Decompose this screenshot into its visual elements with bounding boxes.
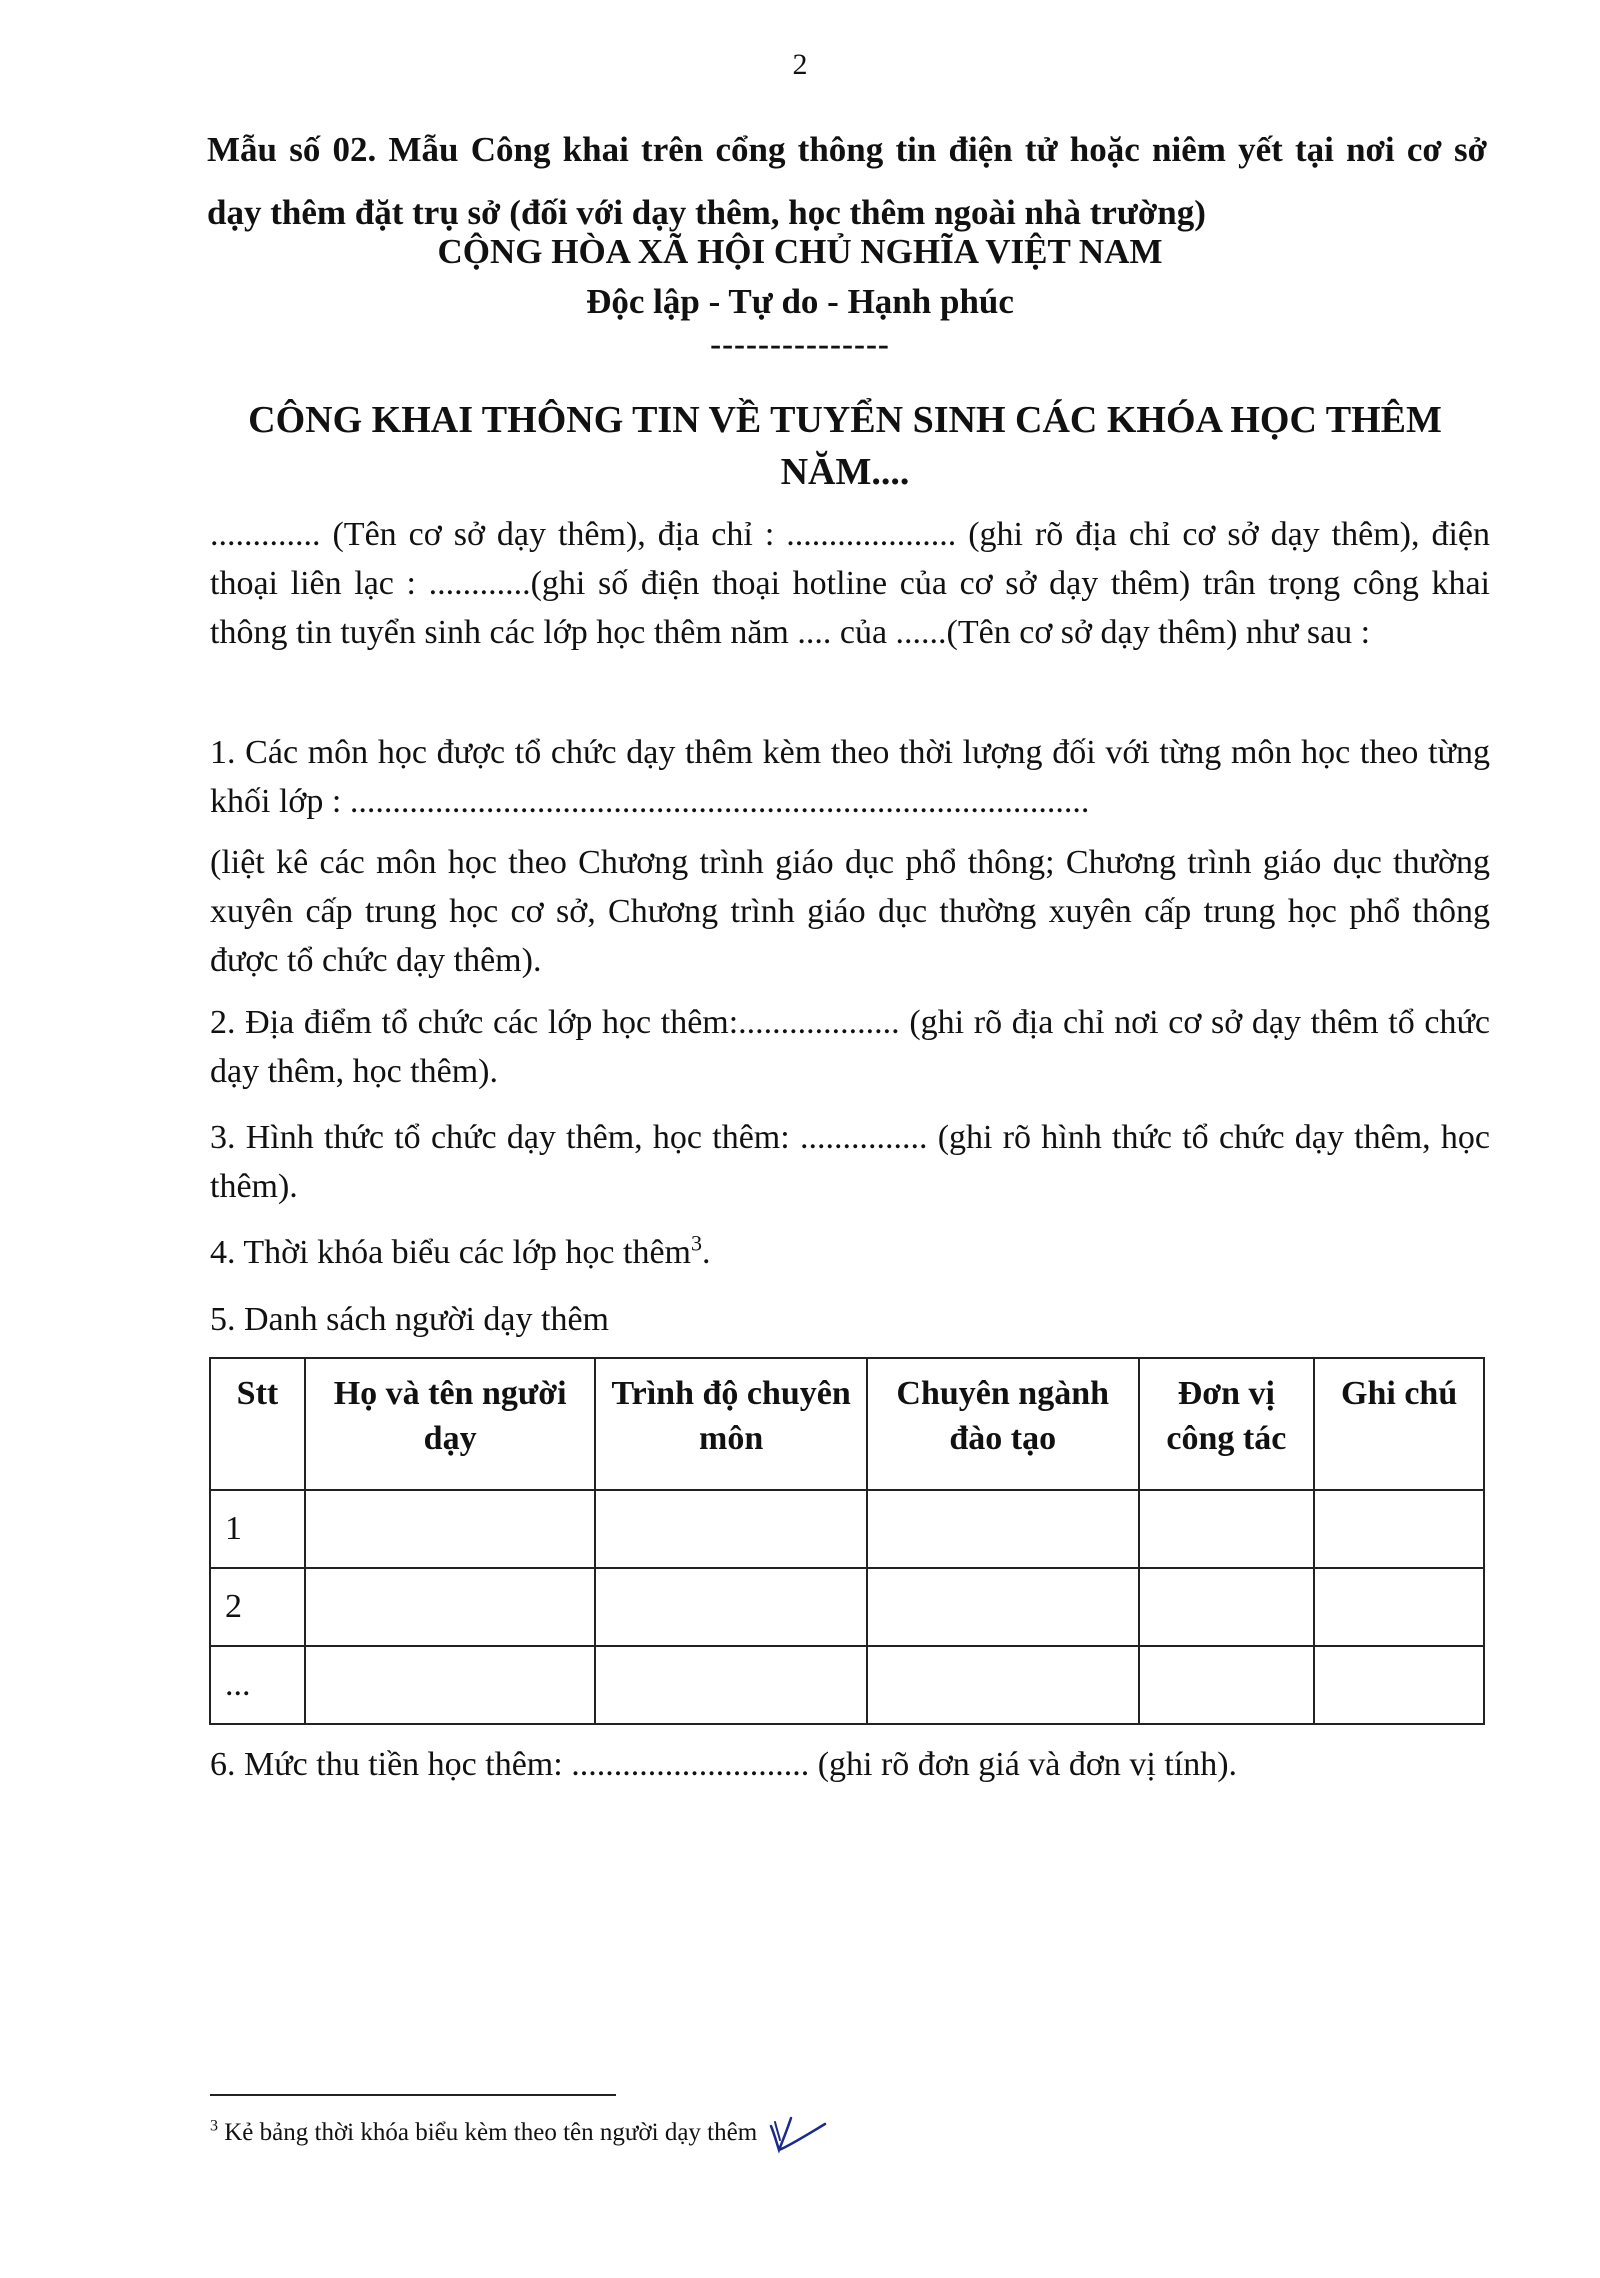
cell-stt: 1 bbox=[210, 1490, 305, 1568]
cell-teacher-name bbox=[305, 1646, 595, 1724]
cell-note bbox=[1314, 1646, 1484, 1724]
cell-stt: ... bbox=[210, 1646, 305, 1724]
footnote bbox=[210, 2110, 829, 2156]
signature-mark-icon bbox=[765, 2110, 829, 2156]
header-major: Chuyên ngành đào tạo bbox=[867, 1358, 1139, 1490]
footnote-rule bbox=[210, 2094, 616, 2096]
footnote-body: Kẻ bảng thời khóa biểu kèm theo tên người dạy thêm bbox=[224, 2119, 758, 2146]
cell-qualification bbox=[595, 1568, 867, 1646]
table-header-row bbox=[210, 1358, 1484, 1490]
motto: Độc lập - Tự do - Hạnh phúc bbox=[586, 282, 1014, 321]
intro-paragraph: ............. (Tên cơ sở dạy thêm), địa chỉ : .................... (ghi rõ địa chỉ cơ sở dạy thêm), điện thoại liên lạc : ............(ghi số điện thoại hotline của cơ sở dạy thêm) trân trọng công khai thông tin tuyển sinh các lớp học thêm năm .... của ......(Tên cơ sở dạy thêm) như sau : bbox=[210, 516, 1490, 651]
item-2: 2. Địa điểm tổ chức các lớp học thêm:................... (ghi rõ địa chỉ nơi cơ sở dạy thêm tổ chức dạy thêm, học thêm). bbox=[210, 1004, 1490, 1090]
cell-note bbox=[1314, 1568, 1484, 1646]
item-1: 1. Các môn học được tổ chức dạy thêm kèm theo thời lượng đối với từng môn học theo từng khối lớp : ....................................................................................... bbox=[210, 734, 1490, 820]
page-number: 2 bbox=[792, 48, 808, 81]
cell-major bbox=[867, 1490, 1139, 1568]
footnote-text bbox=[210, 2119, 757, 2147]
header-stt: Stt bbox=[210, 1358, 305, 1490]
divider-dashes: --------------- bbox=[710, 327, 890, 363]
document-title: CÔNG KHAI THÔNG TIN VỀ TUYỂN SINH CÁC KHÓA HỌC THÊM NĂM.... bbox=[248, 399, 1442, 493]
teacher-list-table bbox=[209, 1357, 1485, 1725]
table-row bbox=[210, 1490, 1484, 1568]
item-4-period: . bbox=[701, 1234, 711, 1271]
cell-note bbox=[1314, 1490, 1484, 1568]
item-4-text: 4. Thời khóa biểu các lớp học thêm bbox=[210, 1234, 691, 1271]
cell-workplace bbox=[1139, 1646, 1315, 1724]
cell-teacher-name bbox=[305, 1568, 595, 1646]
footnote-marker: 3 bbox=[210, 2117, 218, 2135]
item-6: 6. Mức thu tiền học thêm: ............................ (ghi rõ đơn giá và đơn vị tính). bbox=[210, 1746, 1238, 1783]
cell-teacher-name bbox=[305, 1490, 595, 1568]
cell-workplace bbox=[1139, 1490, 1315, 1568]
item-1-note: (liệt kê các môn học theo Chương trình giáo dục phổ thông; Chương trình giáo dục thường xuyên cấp trung học cơ sở, Chương trình giáo dục thường xuyên cấp trung học phổ thông được tổ chức dạy thêm). bbox=[210, 844, 1490, 979]
header-qualification: Trình độ chuyên môn bbox=[595, 1358, 867, 1490]
header-note: Ghi chú bbox=[1314, 1358, 1484, 1490]
form-heading: Mẫu số 02. Mẫu Công khai trên cổng thông tin điện tử hoặc niêm yết tại nơi cơ sở dạy thêm đặt trụ sở (đối với dạy thêm, học thêm ngoài nhà trường) bbox=[207, 130, 1487, 232]
item-5: 5. Danh sách người dạy thêm bbox=[210, 1301, 609, 1338]
footnote-ref: 3 bbox=[690, 1230, 702, 1256]
table-row bbox=[210, 1646, 1484, 1724]
cell-workplace bbox=[1139, 1568, 1315, 1646]
item-3: 3. Hình thức tổ chức dạy thêm, học thêm: ............... (ghi rõ hình thức tổ chức dạy thêm, học thêm). bbox=[210, 1119, 1490, 1205]
cell-stt: 2 bbox=[210, 1568, 305, 1646]
header-teacher-name: Họ và tên người dạy bbox=[305, 1358, 595, 1490]
table-row bbox=[210, 1568, 1484, 1646]
header-workplace: Đơn vị công tác bbox=[1139, 1358, 1315, 1490]
cell-major bbox=[867, 1568, 1139, 1646]
cell-qualification bbox=[595, 1646, 867, 1724]
cell-qualification bbox=[595, 1490, 867, 1568]
item-4 bbox=[210, 1228, 1490, 1277]
nation-name: CỘNG HÒA XÃ HỘI CHỦ NGHĨA VIỆT NAM bbox=[437, 232, 1163, 271]
cell-major bbox=[867, 1646, 1139, 1724]
